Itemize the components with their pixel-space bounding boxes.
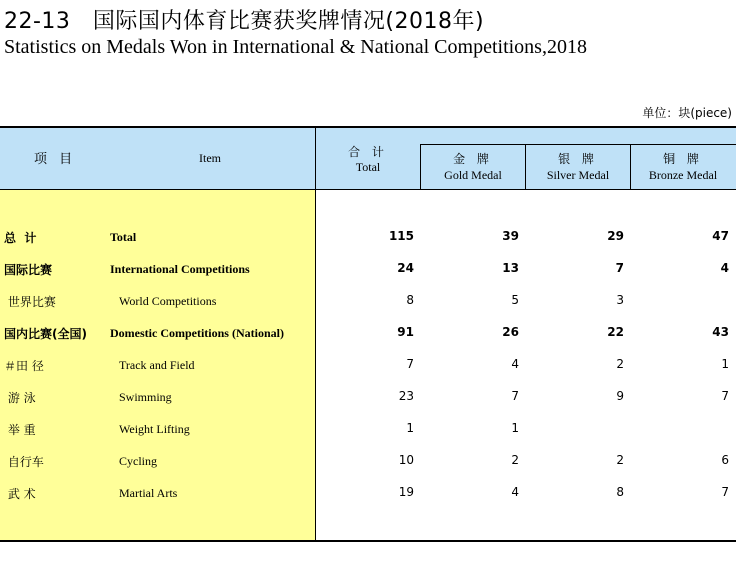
table-row <box>0 350 736 382</box>
silver-value: 2 <box>616 453 624 467</box>
gold-value: 7 <box>511 389 519 403</box>
page-title-english: Statistics on Medals Won in International & National Competitions,2018 <box>4 36 587 58</box>
row-label-cn: ＃田 径 <box>4 359 44 373</box>
row-label-en: Domestic Competitions (National) <box>110 326 284 340</box>
bronze-value: 1 <box>721 357 729 371</box>
table-row <box>0 286 736 318</box>
total-value: 115 <box>388 229 414 243</box>
header-item-label-cn: 项 目 <box>34 152 77 167</box>
bronze-value: 43 <box>712 325 729 339</box>
gold-value: 26 <box>502 325 519 339</box>
row-label-cn: 武 术 <box>4 487 36 501</box>
row-label-cn: 国际比赛 <box>4 263 53 277</box>
silver-value: 9 <box>616 389 624 403</box>
gold-value: 5 <box>511 293 519 307</box>
total-value: 7 <box>406 357 414 371</box>
row-label-en: Cycling <box>119 454 157 468</box>
gold-value: 39 <box>502 229 519 243</box>
table-row <box>0 382 736 414</box>
header-bottom-rule <box>0 189 736 190</box>
row-label-cn: 举 重 <box>4 423 36 437</box>
table-row <box>0 446 736 478</box>
gold-value: 1 <box>511 421 519 435</box>
table-row <box>0 478 736 510</box>
gold-value: 4 <box>511 357 519 371</box>
header-gold-label-cn: 金 牌 <box>453 152 493 166</box>
total-value: 1 <box>406 421 414 435</box>
gold-value: 13 <box>502 261 519 275</box>
header-item-label-en: Item <box>199 151 221 165</box>
header-bronze-label-cn: 铜 牌 <box>663 152 703 166</box>
row-label-cn: 世界比赛 <box>4 295 56 309</box>
gold-value: 4 <box>511 485 519 499</box>
total-value: 91 <box>397 325 414 339</box>
medal-subheader-rule <box>420 144 736 145</box>
header-silver-label-cn: 银 牌 <box>558 152 598 166</box>
table-top-rule <box>0 126 736 128</box>
medals-table <box>0 126 736 542</box>
table-row <box>0 318 736 350</box>
row-label-en: Swimming <box>119 390 172 404</box>
row-label-en: Martial Arts <box>119 486 178 500</box>
header-silver-label-en: Silver Medal <box>546 168 610 182</box>
unit-note: 单位：块(piece) <box>642 106 732 120</box>
silver-value: 8 <box>616 485 624 499</box>
silver-value: 22 <box>607 325 624 339</box>
row-label-en: Total <box>110 230 137 244</box>
bronze-value: 7 <box>721 485 729 499</box>
header-gold-label-en: Gold Medal <box>444 168 502 182</box>
bronze-value: 6 <box>721 453 729 467</box>
table-bottom-rule <box>0 540 736 542</box>
row-label-en: International Competitions <box>110 262 250 276</box>
table-row <box>0 414 736 446</box>
table-row <box>0 222 736 254</box>
row-label-cn: 国内比赛(全国) <box>4 327 87 341</box>
bronze-value: 4 <box>720 261 729 275</box>
row-label-en: World Competitions <box>119 294 217 308</box>
row-label-cn: 总 计 <box>4 231 37 245</box>
header-total-label-cn: 合 计 <box>348 145 388 159</box>
silver-value: 7 <box>615 261 624 275</box>
total-value: 19 <box>398 485 414 499</box>
row-label-cn: 游 泳 <box>4 391 36 405</box>
silver-value: 29 <box>607 229 624 243</box>
gold-value: 2 <box>511 453 519 467</box>
total-value: 8 <box>406 293 414 307</box>
silver-value: 3 <box>616 293 624 307</box>
row-label-cn: 自行车 <box>4 455 44 469</box>
page-title-chinese: 22-13 国际国内体育比赛获奖牌情况(2018年) <box>4 9 485 34</box>
bronze-value: 47 <box>712 229 729 243</box>
row-label-en: Weight Lifting <box>119 422 190 436</box>
bronze-value: 7 <box>721 389 729 403</box>
table-row <box>0 254 736 286</box>
header-total-label-en: Total <box>355 160 381 174</box>
total-value: 23 <box>398 389 414 403</box>
total-value: 10 <box>398 453 414 467</box>
row-label-en: Track and Field <box>119 358 195 372</box>
silver-value: 2 <box>616 357 624 371</box>
total-value: 24 <box>397 261 414 275</box>
header-bronze-label-en: Bronze Medal <box>648 168 718 182</box>
